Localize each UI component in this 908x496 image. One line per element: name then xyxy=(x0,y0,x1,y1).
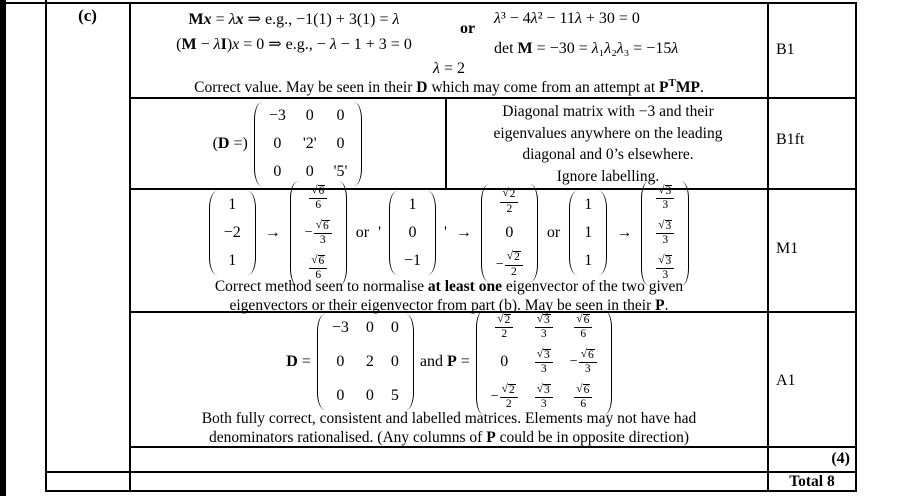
row3-vector1-normalised: √ 6 6 − √ 6 3 √ 6 6 xyxy=(290,181,347,286)
row4-d-matrix: −3 0 0 0 2 0 0 0 5 xyxy=(317,314,414,410)
row1-equations-left xyxy=(138,7,450,57)
row3-note-line1: Correct method seen to normalise at least one eigenvector of the two given xyxy=(214,278,684,295)
cell-divider-row2 xyxy=(445,97,447,190)
row4-matrices xyxy=(130,314,768,410)
table-border-bottom xyxy=(45,490,857,492)
arrow-icon: → xyxy=(455,224,472,241)
grand-total-badge: Total 8 xyxy=(789,473,835,490)
row1-eq-det: det M = −30 = λ₁λ₂λ₃ = −15λ xyxy=(494,40,679,57)
row4-p-matrix: √ 2 2 √ 3 3 √ 6 6 0 √ 3 3 − √ 6 3 − √ 2 2 √ 3 3 √ 6 6 xyxy=(476,310,612,415)
row4-note-line1: Both fully correct, consistent and labelled matrices. Elements may not have had xyxy=(201,410,697,427)
row3-vector3: 1 1 1 xyxy=(569,191,607,275)
row3-vector3-normalised: √ 3 3 √ 3 3 √ 3 3 xyxy=(641,181,689,286)
row3-vectors xyxy=(130,183,768,281)
row2-desc-line3: diagonal and 0’s elsewhere. xyxy=(522,146,694,163)
row3-quote-open: ' xyxy=(378,224,381,241)
row1-eq-mx: Mx = λx ⇒ e.g., −1(1) + 3(1) = λ xyxy=(188,11,400,28)
col-divider-marks-right xyxy=(855,2,857,492)
row4-mark: A1 xyxy=(776,372,796,389)
row4-d-equals: D = xyxy=(286,353,311,370)
row1-equations-right xyxy=(494,4,678,64)
row3-vector2: 1 0 −1 xyxy=(389,191,436,275)
table-border-top xyxy=(6,2,857,4)
col-divider-part-left xyxy=(45,0,47,492)
row3-note-line2: eigenvectors or their eigenvector from part (b). May be seen in their P. xyxy=(229,297,669,314)
row1-lambda-value: λ = 2 xyxy=(433,60,465,77)
row2-d-cell xyxy=(131,99,444,188)
row1-note: Correct value. May be seen in their D which may come from an attempt at $P^TMP$. xyxy=(194,76,704,96)
row2-desc-line2: eigenvalues anywhere on the leading xyxy=(493,124,723,142)
row1-eq-mlambdai: (M − λI)x = 0 ⇒ e.g., − λ − 1 + 3 = 0 xyxy=(176,36,412,53)
arrow-icon: → xyxy=(264,224,281,241)
row3-quote-close: ' xyxy=(444,224,447,241)
row-divider-total-top xyxy=(45,471,857,473)
row2-desc-line4: Ignore labelling. xyxy=(556,167,660,185)
part-total-badge: (4) xyxy=(831,450,850,467)
arrow-icon: → xyxy=(616,224,633,241)
row3-note xyxy=(132,277,766,315)
row4-and-p-equals: and P = xyxy=(419,353,470,370)
row3-vector2-normalised: √ 2 2 0 − √ 2 2 xyxy=(481,184,538,282)
row3-mark: M1 xyxy=(776,240,799,257)
row1-mark: B1 xyxy=(776,41,795,58)
row2-desc-line1: Diagonal matrix with −3 and their xyxy=(502,103,714,120)
row3-vector1: 1 −2 1 xyxy=(209,191,256,275)
row2-d-matrix: −3 0 0 0 '2' 0 0 0 '5' xyxy=(254,102,363,186)
part-label: (c) xyxy=(78,6,97,25)
row3-or-label-1: or xyxy=(355,224,370,241)
row2-mark: B1ft xyxy=(776,131,805,148)
row2-d-label: (D =) xyxy=(212,134,248,152)
row4-note xyxy=(132,409,766,447)
row1-or-label: or xyxy=(460,20,476,37)
scan-edge-strip xyxy=(0,0,6,496)
row3-or-label-2: or xyxy=(546,224,561,241)
row2-description xyxy=(450,101,766,187)
row4-note-line2: denominators rationalised. (Any columns of P could be in opposite direction) xyxy=(209,429,689,446)
row1-eq-cubic: λ³ − 4λ² − 11λ + 30 = 0 xyxy=(494,10,640,27)
